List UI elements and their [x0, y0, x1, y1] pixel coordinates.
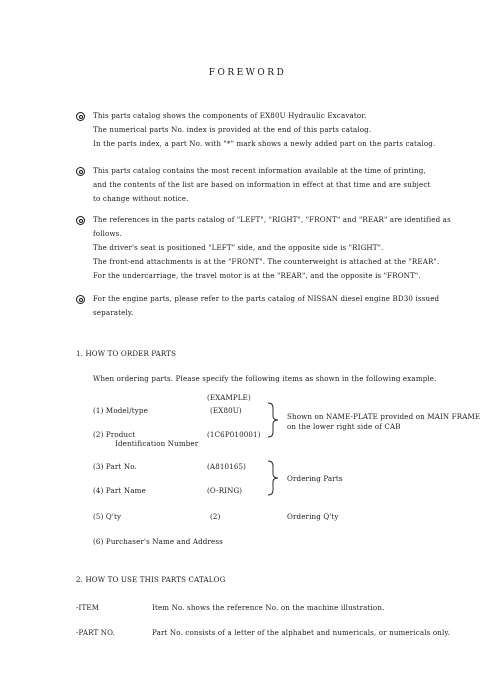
note-1-line-3: In the parts index, a part No. with "*" mark shows a newly added part on the parts catalog.	[93, 139, 436, 148]
brace-ordering-parts	[266, 460, 280, 496]
nameplate-note-line-2: on the lower right side of CAB	[287, 422, 401, 431]
note-3-line-3: The driver's seat is positioned "LEFT" side, and the opposite side is "RIGHT".	[93, 243, 384, 252]
item-5-label: (5) Q'ty	[93, 512, 122, 521]
note-2-line-3: to change without notice.	[93, 194, 189, 203]
section-2-heading: 2. HOW TO USE THIS PARTS CATALOG	[76, 575, 226, 584]
note-2-line-2: and the contents of the list are based on information in effect at that time and are subject	[93, 180, 431, 189]
double-circle-bullet-icon	[76, 167, 85, 176]
term-part-no: -PART NO.	[76, 628, 116, 637]
double-circle-bullet-icon	[76, 216, 85, 225]
term-item: -ITEM	[76, 603, 100, 612]
item-6-label: (6) Purchaser's Name and Address	[93, 537, 223, 546]
note-3-line-4: The front-end attachments is at the "FRONT". The counterweight is attached at the "REAR".	[93, 257, 440, 266]
item-4-label: (4) Part Name	[93, 486, 146, 495]
ordering-qty-note: Ordering Q'ty	[287, 512, 339, 521]
section-1-heading: 1. HOW TO ORDER PARTS	[76, 349, 177, 358]
item-2-sublabel: Identification Number	[115, 439, 199, 448]
page-title: FOREWORD	[208, 68, 287, 78]
section-1-intro: When ordering parts. Please specify the following items as shown in the following example.	[93, 374, 437, 383]
desc-part-no: Part No. consists of a letter of the alphabet and numericals, or numericals only.	[152, 628, 451, 637]
desc-item: Item No. shows the reference No. on the machine illustration.	[152, 603, 385, 612]
item-3-label: (3) Part No.	[93, 462, 137, 471]
item-3-example: (A810165)	[207, 462, 247, 471]
item-2-example: (1C6P010001)	[207, 430, 261, 439]
item-1-label: (1) Model/type	[93, 406, 148, 415]
item-1-example: (EX80U)	[210, 406, 242, 415]
note-4-line-1: For the engine parts, please refer to the parts catalog of NISSAN diesel engine BD30 issued	[93, 294, 440, 303]
double-circle-bullet-icon	[76, 112, 85, 121]
item-5-example: (2)	[210, 512, 221, 521]
ordering-parts-note: Ordering Parts	[287, 474, 343, 483]
note-1-line-2: The numerical parts No. index is provided at the end of this parts catalog.	[93, 125, 372, 134]
item-4-example: (O-RING)	[207, 486, 243, 495]
note-1-line-1: This parts catalog shows the components of EX80U Hydraulic Excavator.	[93, 111, 367, 120]
note-3-line-1: The references in the parts catalog of "LEFT", "RIGHT", "FRONT" and "REAR" are identified as	[93, 215, 451, 224]
note-3-line-5: For the undercarriage, the travel motor is at the "REAR", and the opposite is "FRONT".	[93, 271, 421, 280]
item-2-label: (2) Product	[93, 430, 136, 439]
example-header: (EXAMPLE)	[207, 393, 251, 402]
double-circle-bullet-icon	[76, 295, 85, 304]
note-2-line-1: This parts catalog contains the most recent information available at the time of printing,	[93, 166, 426, 175]
nameplate-note-line-1: Shown on NAME-PLATE provided on MAIN FRAME	[287, 412, 481, 421]
note-3-line-2: follows.	[93, 229, 122, 238]
brace-nameplate	[266, 402, 280, 438]
note-4-line-2: separately.	[93, 308, 134, 317]
